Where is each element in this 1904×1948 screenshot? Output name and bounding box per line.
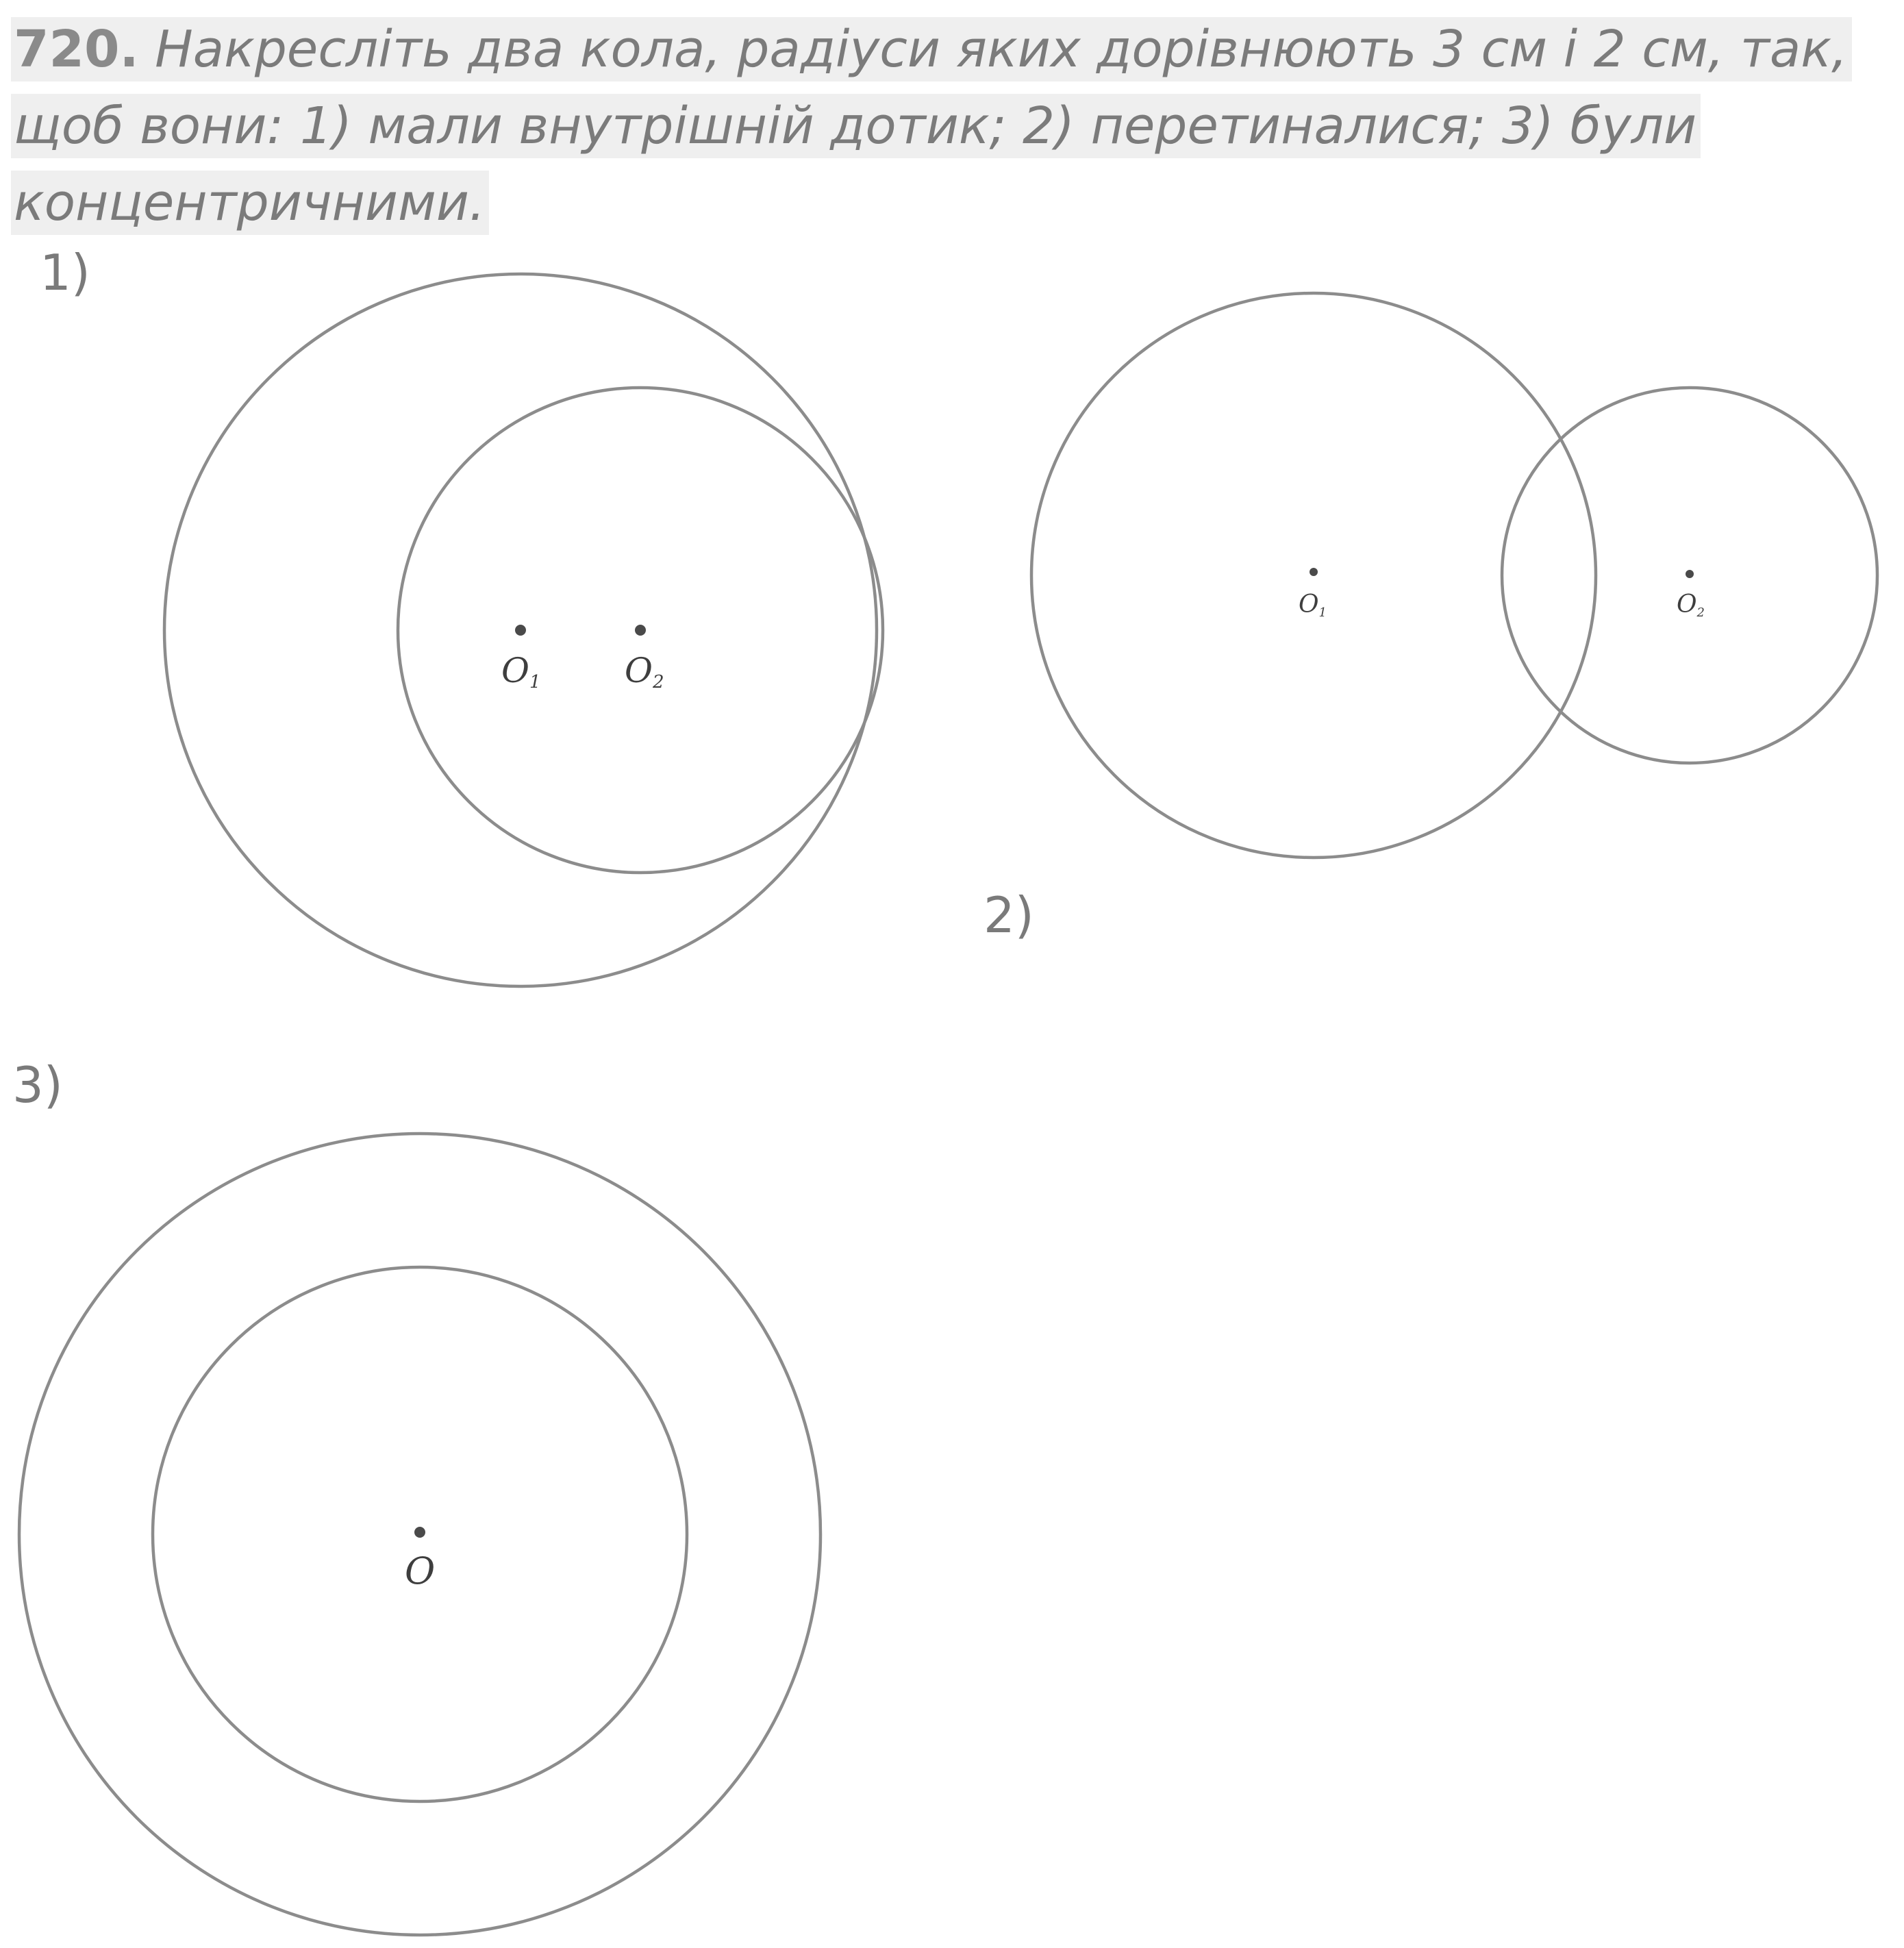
part-1-diagram: [164, 274, 883, 986]
part-3-label: 3): [12, 1056, 63, 1114]
problem-text-3: концентричними.: [11, 171, 489, 235]
problem-number: 720.: [14, 20, 139, 79]
part-1-label-o2: O2: [625, 651, 664, 692]
part-2-center-o1-dot: [1310, 568, 1318, 576]
part-2-label: 2): [984, 886, 1034, 944]
part-1-label: 1): [40, 244, 90, 301]
part-1-center-o2-dot: [635, 625, 646, 636]
problem-text-1: Накресліть два кола, радіуси яких дорівнюють 3 см і 2 см, так,: [155, 20, 1848, 79]
part-3-diagram: [19, 1134, 821, 1935]
part-1-center-o1-dot: [515, 625, 526, 636]
part-2-center-o2-dot: [1686, 570, 1694, 578]
part-3-label-o: O: [405, 1549, 436, 1593]
part-2-label-o1: O1: [1299, 590, 1327, 620]
part-2-diagram: [1031, 293, 1877, 858]
part-2-label-o2: O2: [1677, 590, 1705, 620]
part-1-label-o1: O1: [501, 651, 541, 692]
part-3-center-o-dot: [414, 1527, 425, 1538]
problem-text-2: щоб вони: 1) мали внутрішній дотик; 2) перетиналися; 3) були: [11, 94, 1701, 158]
